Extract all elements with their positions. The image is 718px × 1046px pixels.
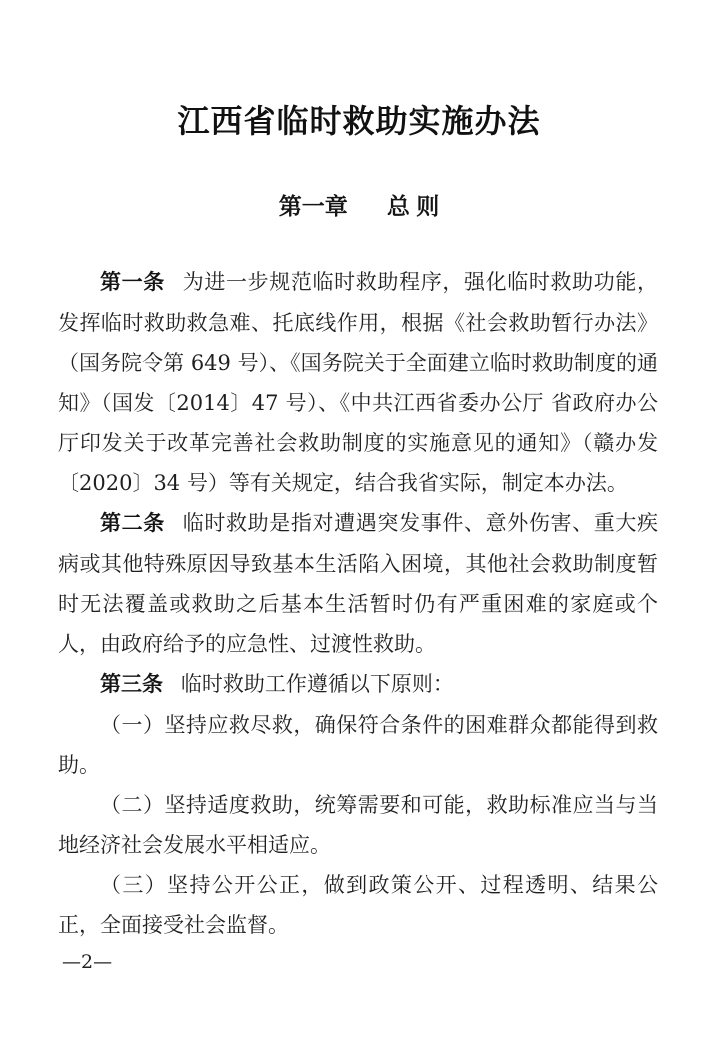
article-1-text: 为进一步规范临时救助程序，强化临时救助功能，发挥临时救助救急难、托底线作用，根据《社会救助暂行办法》（国务院令第 649 号）、《国务院关于全面建立临时救助制度的通知》（国发〔2014〕47 号）、《中共江西省委办公厅 省政府办公厅印发关于改革完善社会救助制度的实施意见的通知》（赣办发〔2020〕34 号）等有关规定，结合我省实际，制定本办法。 [58,270,659,495]
document-title: 江西省临时救助实施办法 [177,102,541,140]
principle-item-2 [58,785,658,865]
chapter-number: 第一章 [278,193,348,219]
article-2-label: 第二条 [100,512,165,535]
principle-item-3-text: （三）坚持公开公正，做到政策公开、过程透明、结果公正，全面接受社会监督。 [58,873,658,937]
article-2 [58,503,658,664]
principle-item-1-text: （一）坚持应救尽救，确保符合条件的困难群众都能得到救助。 [58,713,658,777]
article-3-text: 临时救助工作遵循以下原则： [180,672,454,696]
chapter-heading [0,191,718,221]
principle-item-3 [58,865,658,945]
article-3-label: 第三条 [100,673,163,696]
principle-item-2-text: （二）坚持适度救助，统筹需要和可能，救助标准应当与当地经济社会发展水平相适应。 [58,793,658,857]
chapter-title: 总 则 [386,193,440,219]
article-1 [58,262,658,503]
article-1-label: 第一条 [100,271,165,294]
article-3 [58,664,658,705]
principle-item-1 [58,705,658,785]
page-number: —2— [62,951,113,973]
article-2-text: 临时救助是指对遭遇突发事件、意外伤害、重大疾病或其他特殊原因导致基本生活陷入困境，其他社会救助制度暂时无法覆盖或救助之后基本生活暂时仍有严重困难的家庭或个人，由政府给予的应急性、过渡性救助。 [58,511,659,656]
document-body [58,262,658,945]
